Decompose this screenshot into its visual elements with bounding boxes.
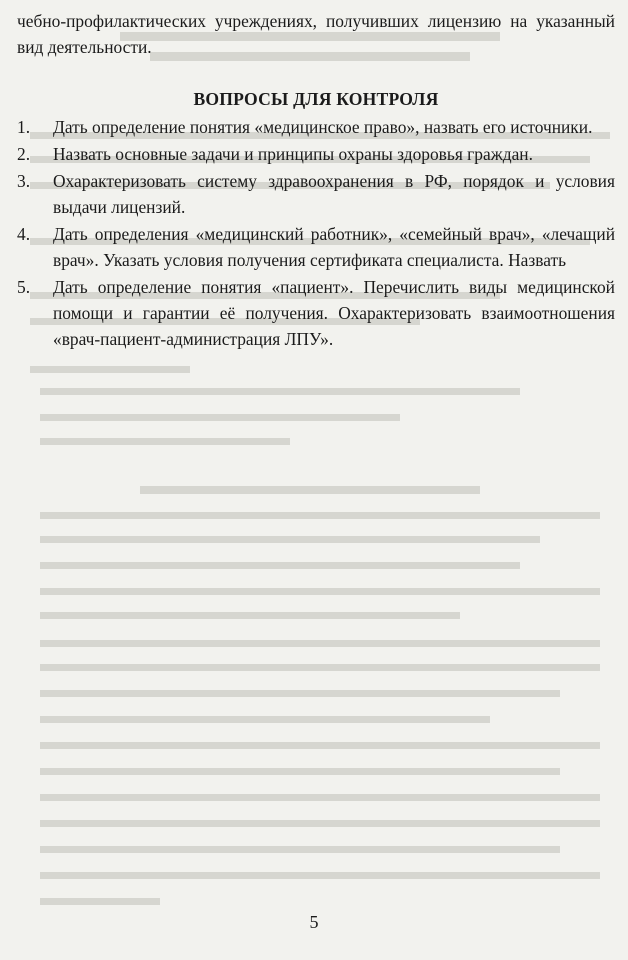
question-item bbox=[17, 114, 615, 140]
question-text: Дать определение понятия «пациент». Перечислить виды медицинской помощи и гарантии её получения. Охарактеризовать взаимоотношения «врач-пациент-администрация ЛПУ». bbox=[53, 277, 615, 349]
page-number: 5 bbox=[309, 912, 319, 932]
question-text: Дать определения «медицинский работник», «семейный врач», «лечащий врач». Указать условия получения сертификата специалиста. Назвать bbox=[53, 224, 615, 270]
question-item bbox=[17, 274, 615, 352]
question-number: 2. bbox=[17, 144, 31, 164]
question-item bbox=[17, 221, 615, 273]
question-text: Назвать основные задачи и принципы охраны здоровья граждан. bbox=[53, 144, 533, 164]
page-content bbox=[17, 8, 615, 353]
section-heading: ВОПРОСЫ ДЛЯ КОНТРОЛЯ bbox=[193, 89, 439, 109]
question-text: Дать определение понятия «медицинское право», назвать его источники. bbox=[53, 117, 593, 137]
question-item bbox=[17, 168, 615, 220]
continuation-paragraph: чебно-профилактических учреждениях, получивших лицензию на указанный вид деятельности. bbox=[17, 11, 615, 57]
question-number: 4. bbox=[17, 224, 31, 244]
question-number: 3. bbox=[17, 171, 31, 191]
question-number: 5. bbox=[17, 277, 31, 297]
question-number: 1. bbox=[17, 117, 31, 137]
questions-list bbox=[17, 114, 615, 352]
question-text: Охарактеризовать систему здравоохранения в РФ, порядок и условия выдачи лицензий. bbox=[53, 171, 615, 217]
question-item bbox=[17, 141, 615, 167]
